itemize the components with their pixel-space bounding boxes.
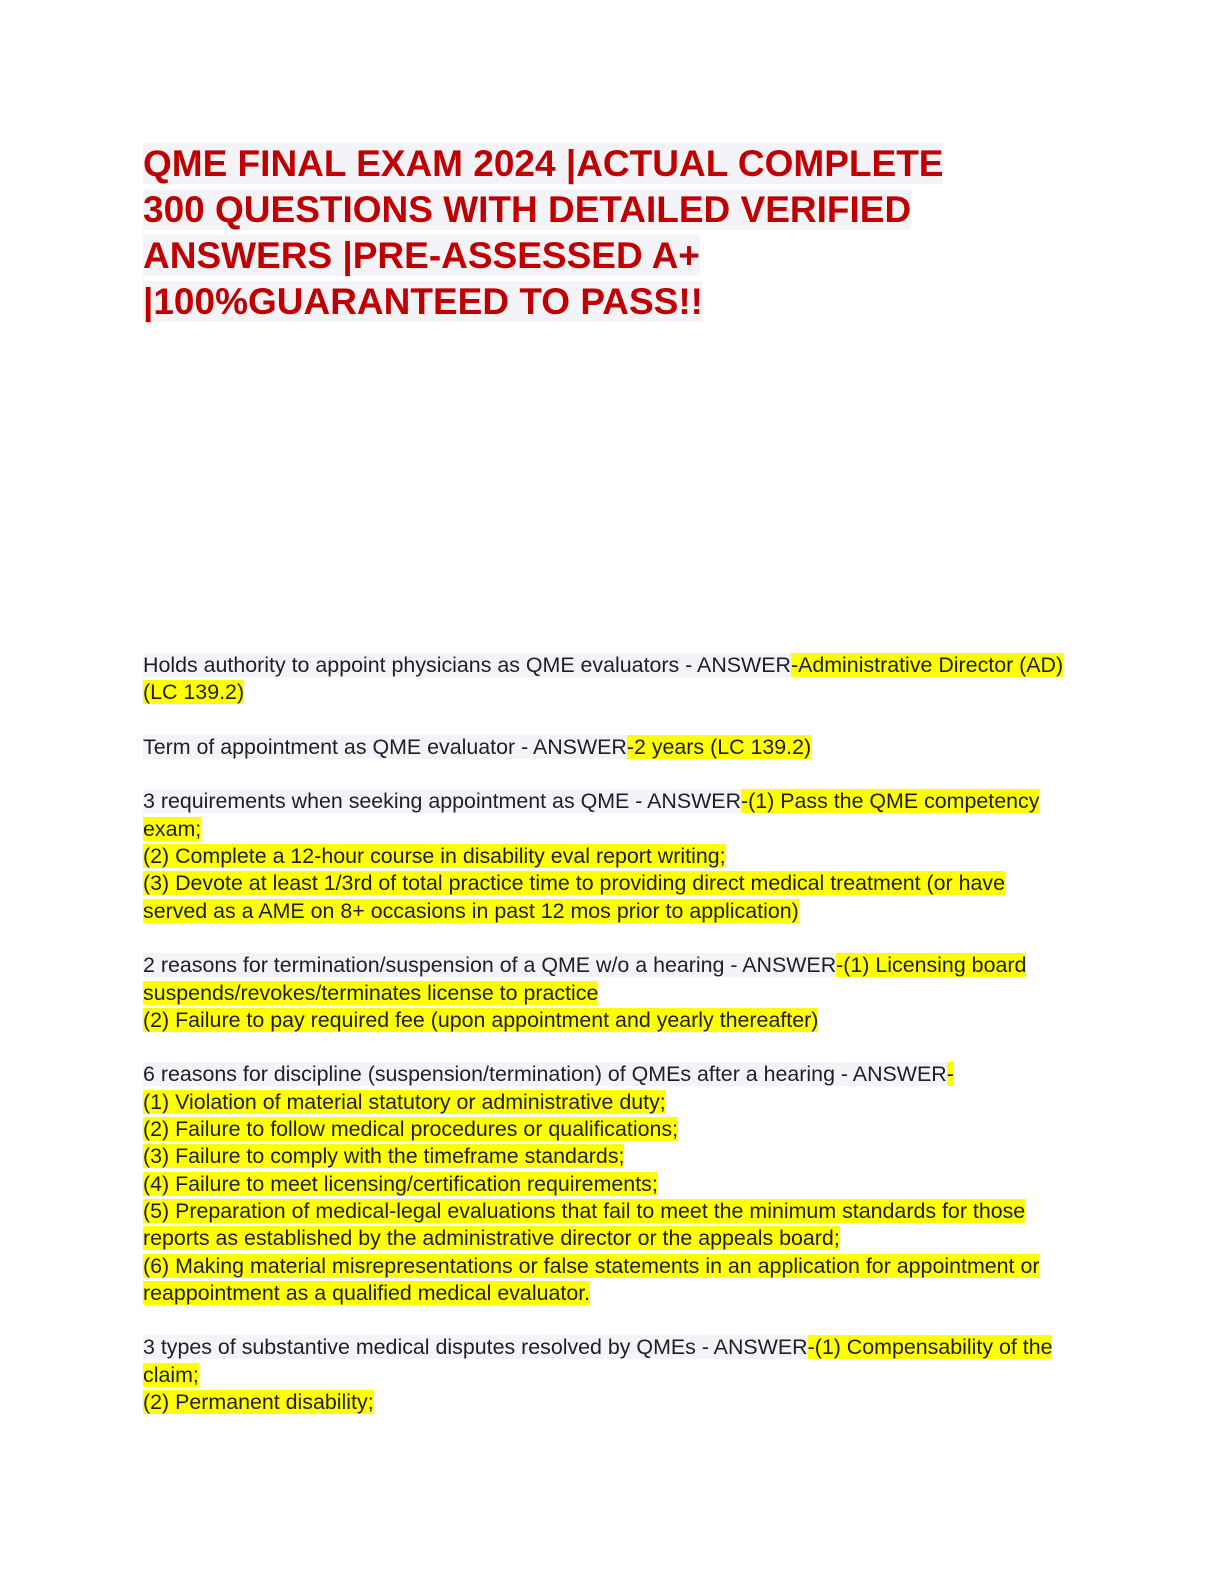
title-line: |100%GUARANTEED TO PASS!! bbox=[143, 281, 703, 322]
answer-text: - (1) Violation of material statutory or administrative duty; (2) Failure to follow medical procedures or qualifications; (3) Failure to comply with the timeframe standards; (4) Failure to meet licensing/certification requirements; (5) Preparation of medical-legal evaluations that fail to meet the minimum standards for those reports as established by the administrative director or the appeals board; (6) Making material misrepresentations or false statements in an application for appointment or reappointment as a qualified medical evaluator. bbox=[143, 1062, 1040, 1305]
document-title bbox=[143, 141, 1043, 325]
answer-text: -2 years (LC 139.2) bbox=[626, 734, 812, 759]
title-line: 300 QUESTIONS WITH DETAILED VERIFIED bbox=[143, 189, 912, 230]
qa-item bbox=[143, 788, 1073, 924]
answer-text: -(1) Licensing board suspends/revokes/terminates license to practice (2) Failure to pay required fee (upon appointment and yearly thereafter) bbox=[143, 953, 1027, 1032]
qa-item bbox=[143, 734, 1073, 761]
qa-item bbox=[143, 952, 1073, 1034]
question-text: Term of appointment as QME evaluator - ANSWER bbox=[143, 734, 627, 759]
question-text: 3 types of substantive medical disputes resolved by QMEs - ANSWER bbox=[143, 1335, 808, 1360]
qa-item bbox=[143, 1334, 1073, 1416]
answer-text: -Administrative Director (AD) (LC 139.2) bbox=[143, 653, 1064, 705]
qa-list bbox=[143, 652, 1073, 1444]
question-text: 3 requirements when seeking appointment as QME - ANSWER bbox=[143, 789, 742, 814]
qa-item bbox=[143, 652, 1073, 707]
answer-text: -(1) Compensability of the claim; (2) Permanent disability; bbox=[143, 1335, 1053, 1415]
title-line: QME FINAL EXAM 2024 |ACTUAL COMPLETE bbox=[143, 143, 944, 184]
question-text: Holds authority to appoint physicians as QME evaluators - ANSWER bbox=[143, 653, 791, 677]
question-text: 6 reasons for discipline (suspension/termination) of QMEs after a hearing - ANSWER bbox=[143, 1062, 947, 1087]
answer-text: -(1) Pass the QME competency exam; (2) Complete a 12-hour course in disability eval report writing; (3) Devote at least 1/3rd of total practice time to providing direct medical treatment (or have served as a AME on 8+ occasions in past 12 mos prior to application) bbox=[143, 789, 1040, 923]
qa-item bbox=[143, 1061, 1073, 1307]
question-text: 2 reasons for termination/suspension of a QME w/o a hearing - ANSWER bbox=[143, 953, 837, 978]
title-line: ANSWERS |PRE-ASSESSED A+ bbox=[143, 235, 700, 276]
